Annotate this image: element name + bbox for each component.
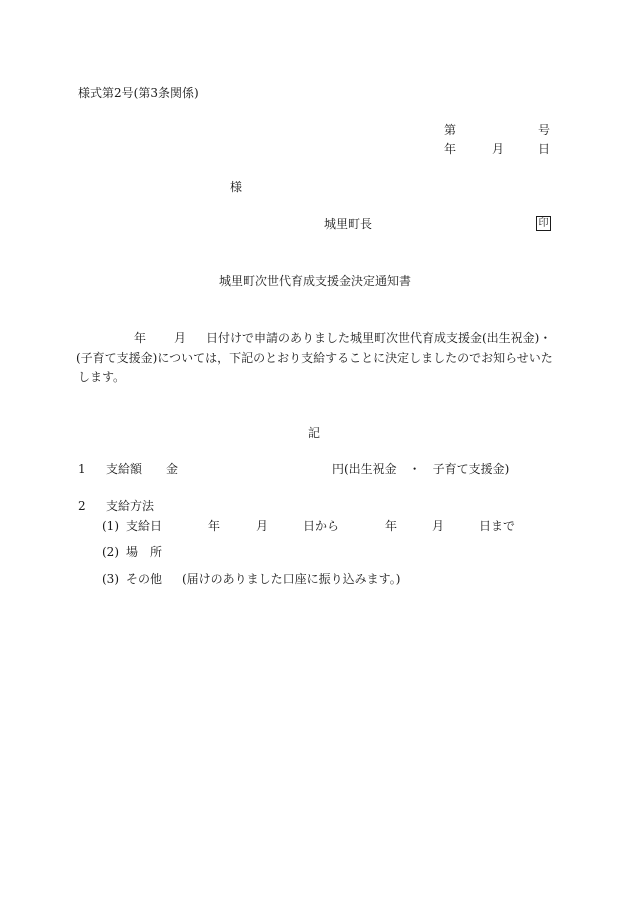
ki-heading: 記	[308, 426, 321, 440]
form-number: 様式第2号(第3条関係)	[78, 86, 199, 100]
item2-sub1-month1: 月	[256, 519, 269, 533]
body-year: 年	[134, 331, 147, 345]
item2-sub2-label: 場 所	[126, 545, 163, 559]
body-line3: します。	[78, 370, 126, 384]
item2-sub1-day-to: 日まで	[479, 519, 516, 533]
date-day: 日	[538, 142, 551, 156]
body-line1: 日付けで申請のありました城里町次世代育成支援金(出生祝金)・	[206, 331, 552, 345]
item2-sub3-note: (届けのありました口座に振り込みます。)	[182, 572, 401, 586]
body-line2: (子育て支援金)については，下記のとおり支給することに決定しましたのでお知らせいた	[76, 351, 553, 365]
item2-label: 支給方法	[106, 499, 155, 513]
doc-number-go: 号	[538, 123, 551, 137]
body-month: 月	[174, 331, 187, 345]
item2-sub1-label: 支給日	[126, 519, 163, 533]
date-year: 年	[444, 142, 457, 156]
item2-sub1-day-from: 日から	[303, 519, 340, 533]
document-title: 城里町次世代育成支援金決定通知書	[219, 274, 412, 288]
item2-sub1-num: (1)	[102, 519, 119, 533]
item2-sub2-num: (2)	[102, 545, 119, 559]
item2-sub3-num: (3)	[102, 572, 119, 586]
item2-sub1-year1: 年	[208, 519, 221, 533]
item2-number: 2	[78, 499, 86, 513]
item1-kin: 金	[166, 462, 179, 476]
item1-label: 支給額	[106, 462, 143, 476]
addressee-suffix: 様	[230, 180, 243, 194]
item2-sub1-month2: 月	[432, 519, 445, 533]
seal-stamp: 印	[536, 216, 551, 231]
item1-yen-detail: 円(出生祝金 ・ 子育て支援金)	[332, 462, 510, 476]
issuer-name: 城里町長	[324, 217, 373, 231]
date-month: 月	[492, 142, 505, 156]
doc-number-dai: 第	[444, 123, 457, 137]
item2-sub3-label: その他	[126, 572, 163, 586]
item2-sub1-year2: 年	[385, 519, 398, 533]
item1-number: 1	[78, 462, 86, 476]
